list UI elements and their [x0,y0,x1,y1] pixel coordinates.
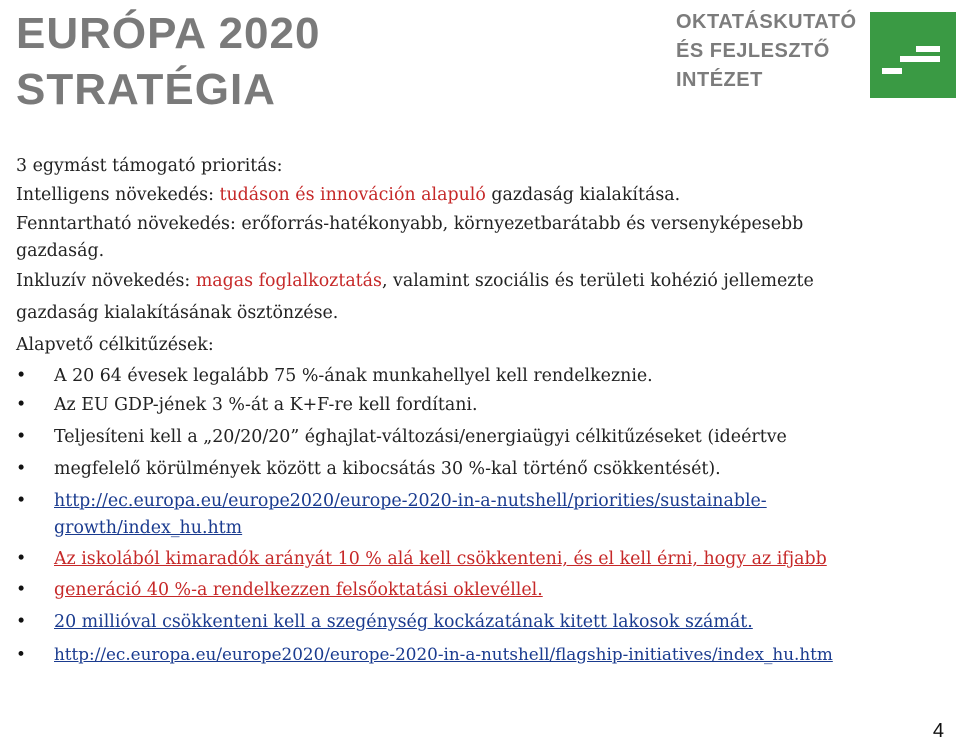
slide-title [16,6,320,118]
goal-rnd: • Az EU GDP-jének 3 %-át a K+F-re kell fordítani. [16,391,946,420]
link-flagship [16,640,946,669]
logo-bar-1 [916,46,940,52]
logo-line-1: OKTATÁSKUTATÓ [676,11,857,33]
priorities-link-cont[interactable]: growth/index_hu.htm [54,518,243,538]
highlight-text: magas foglalkoztatás [195,271,382,291]
priority-text: , valamint szociális és területi kohézió jellemezte [381,271,814,291]
goal-education-cont [16,576,946,605]
goal-climate-cont: • megfelelő körülmények között a kibocsátás 30 %-kal történő csökkentését). [16,455,946,484]
priority-text: gazdaság kialakítása. [485,185,681,205]
page-number: 4 [932,720,944,742]
goal-poverty [16,608,946,637]
priority-sustainable-growth [16,210,946,263]
priority-smart-growth [16,181,946,210]
priority-inclusive-growth [16,267,946,328]
goal-climate: • Teljesíteni kell a „20/20/20” éghajlat-változási/energiaügyi célkitűzéseket (ideértve [16,423,946,452]
goal-employment: • A 20 64 évesek legalább 75 %-ának munkahellyel kell rendelkeznie. [16,362,946,391]
goal-education [16,545,946,574]
goals-heading: Alapvető célkitűzések: [16,335,214,355]
priority-text-cont: gazdaság kialakításának ösztönzése. [16,303,339,323]
priorities-link[interactable]: http://ec.europa.eu/europe2020/europe-2020-in-a-nutshell/priorities/sustainable- [54,491,767,511]
logo-line-2: ÉS FEJLESZTŐ [676,40,830,62]
priority-text-cont: gazdaság. [16,241,105,261]
slide-body [16,152,946,669]
priority-label: Intelligens növekedés: [16,185,220,205]
institute-logo-text [676,8,857,95]
poverty-link[interactable]: 20 millióval csökkenteni kell a szegénység kockázatának kitett lakosok számát. [54,612,753,632]
institute-logo-icon [870,12,956,98]
logo-bar-2 [900,56,940,62]
priority-text: Fenntartható növekedés: erőforrás-hatékonyabb, környezetbarátabb és versenyképesebb [16,214,804,234]
title-line-2: STRATÉGIA [16,65,276,114]
title-line-1: EURÓPA 2020 [16,9,321,58]
highlight-text: tudáson és innováción alapuló [219,185,486,205]
logo-line-3: INTÉZET [676,69,763,91]
flagship-link[interactable]: http://ec.europa.eu/europe2020/europe-2020-in-a-nutshell/flagship-initiatives/index_hu.htm [54,644,833,664]
priority-label: Inkluzív növekedés: [16,271,196,291]
intro-text: 3 egymást támogató prioritás: [16,156,283,176]
logo-bar-3 [882,68,902,74]
education-link-cont[interactable]: generáció 40 %-a rendelkezzen felsőoktatási oklevéllel. [54,580,543,600]
education-link[interactable]: Az iskolából kimaradók arányát 10 % alá kell csökkenteni, és el kell érni, hogy az ifjabb [54,549,827,569]
link-sustainable-growth [16,487,946,540]
